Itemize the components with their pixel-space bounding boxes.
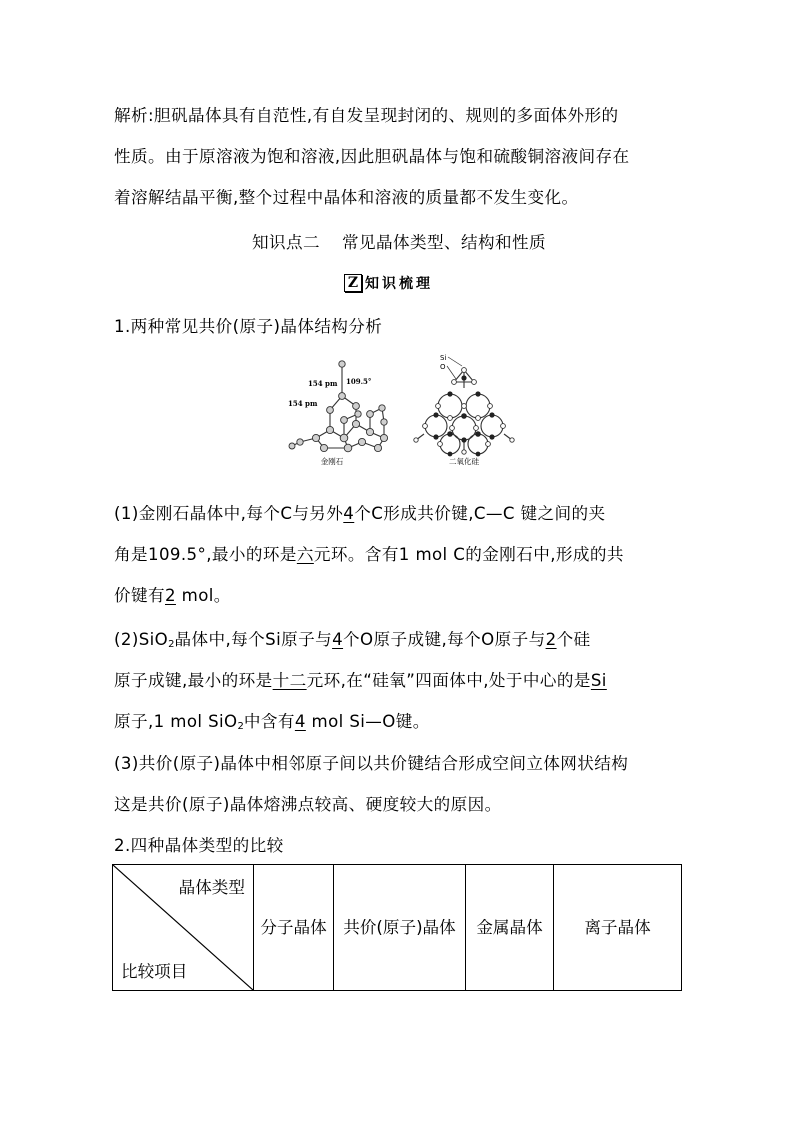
answer-blank: 4 xyxy=(294,712,306,731)
crystal-comparison-table xyxy=(112,864,682,991)
silica-structure-diagram xyxy=(414,354,514,466)
section-title xyxy=(114,222,684,263)
section-topic: 常见晶体类型、结构和性质 xyxy=(342,233,546,252)
column-header-molecular: 分子晶体 xyxy=(254,865,334,991)
silicon-label: Si xyxy=(440,354,447,362)
corner-label-items: 比较项目 xyxy=(121,962,188,981)
table-header-row xyxy=(113,865,682,991)
answer-blank: 十二 xyxy=(272,671,307,690)
oxygen-label: O xyxy=(440,363,446,371)
bond-angle-label: 109.5° xyxy=(346,377,372,386)
p2-line-2: 原子成键,最小的环是十二元环,在“硅氧”四面体中,处于中心的是Si xyxy=(114,671,607,690)
item2-heading: 2.四种晶体类型的比较 xyxy=(114,836,284,855)
analysis-line-2: 性质。由于原溶液为饱和溶液,因此胆矾晶体与饱和硫酸铜溶液间存在 xyxy=(114,147,630,166)
answer-blank: 2 xyxy=(164,586,176,605)
answer-blank: 六 xyxy=(296,545,314,564)
p3-line-2: 这是共价(原子)晶体熔沸点较高、硬度较大的原因。 xyxy=(114,795,502,814)
column-header-metallic: 金属晶体 xyxy=(466,865,554,991)
bond-length-label: 154 pm xyxy=(308,379,338,388)
p2-line-3: 原子,1 mol SiO$_2$中含有4 mol Si—O键。 xyxy=(114,712,430,732)
corner-label-type: 晶体类型 xyxy=(178,878,245,897)
answer-blank: 2 xyxy=(545,630,557,649)
silica-caption: 二氧化硅 xyxy=(449,457,479,466)
table-corner-cell xyxy=(113,865,254,991)
answer-blank: Si xyxy=(590,671,607,690)
crystal-structure-figure xyxy=(278,348,530,468)
z-logo-icon: Z xyxy=(344,274,362,292)
diamond-structure-diagram xyxy=(288,361,388,466)
answer-blank: 4 xyxy=(332,630,344,649)
analysis-line-3: 着溶解结晶平衡,整个过程中晶体和溶液的质量都不发生变化。 xyxy=(114,188,579,207)
p1-line-1: (1)金刚石晶体中,每个C与另外4个C形成共价键,C—C 键之间的夹 xyxy=(114,504,606,523)
p1-line-2: 角是109.5°,最小的环是六元环。含有1 mol C的金刚石中,形成的共 xyxy=(114,545,624,564)
section-number: 知识点二 xyxy=(252,233,321,252)
column-header-ionic: 离子晶体 xyxy=(554,865,682,991)
knowledge-summary-badge xyxy=(344,273,433,293)
bond-length-label: 154 pm xyxy=(288,399,318,408)
column-header-covalent: 共价(原子)晶体 xyxy=(334,865,466,991)
p3-line-1: (3)共价(原子)晶体中相邻原子间以共价键结合形成空间立体网状结构 xyxy=(114,754,629,773)
answer-blank: 4 xyxy=(343,504,355,523)
p2-line-1: (2)SiO$_2$晶体中,每个Si原子与4个O原子成键,每个O原子与2个硅 xyxy=(114,630,591,650)
diamond-caption: 金刚石 xyxy=(320,457,344,466)
p1-line-3: 价键有2 mol。 xyxy=(114,586,231,605)
item1-heading: 1.两种常见共价(原子)晶体结构分析 xyxy=(114,317,383,336)
badge-label: 知识梳理 xyxy=(365,276,433,292)
analysis-line-1: 解析:胆矾晶体具有自范性,有自发呈现封闭的、规则的多面体外形的 xyxy=(114,106,619,125)
